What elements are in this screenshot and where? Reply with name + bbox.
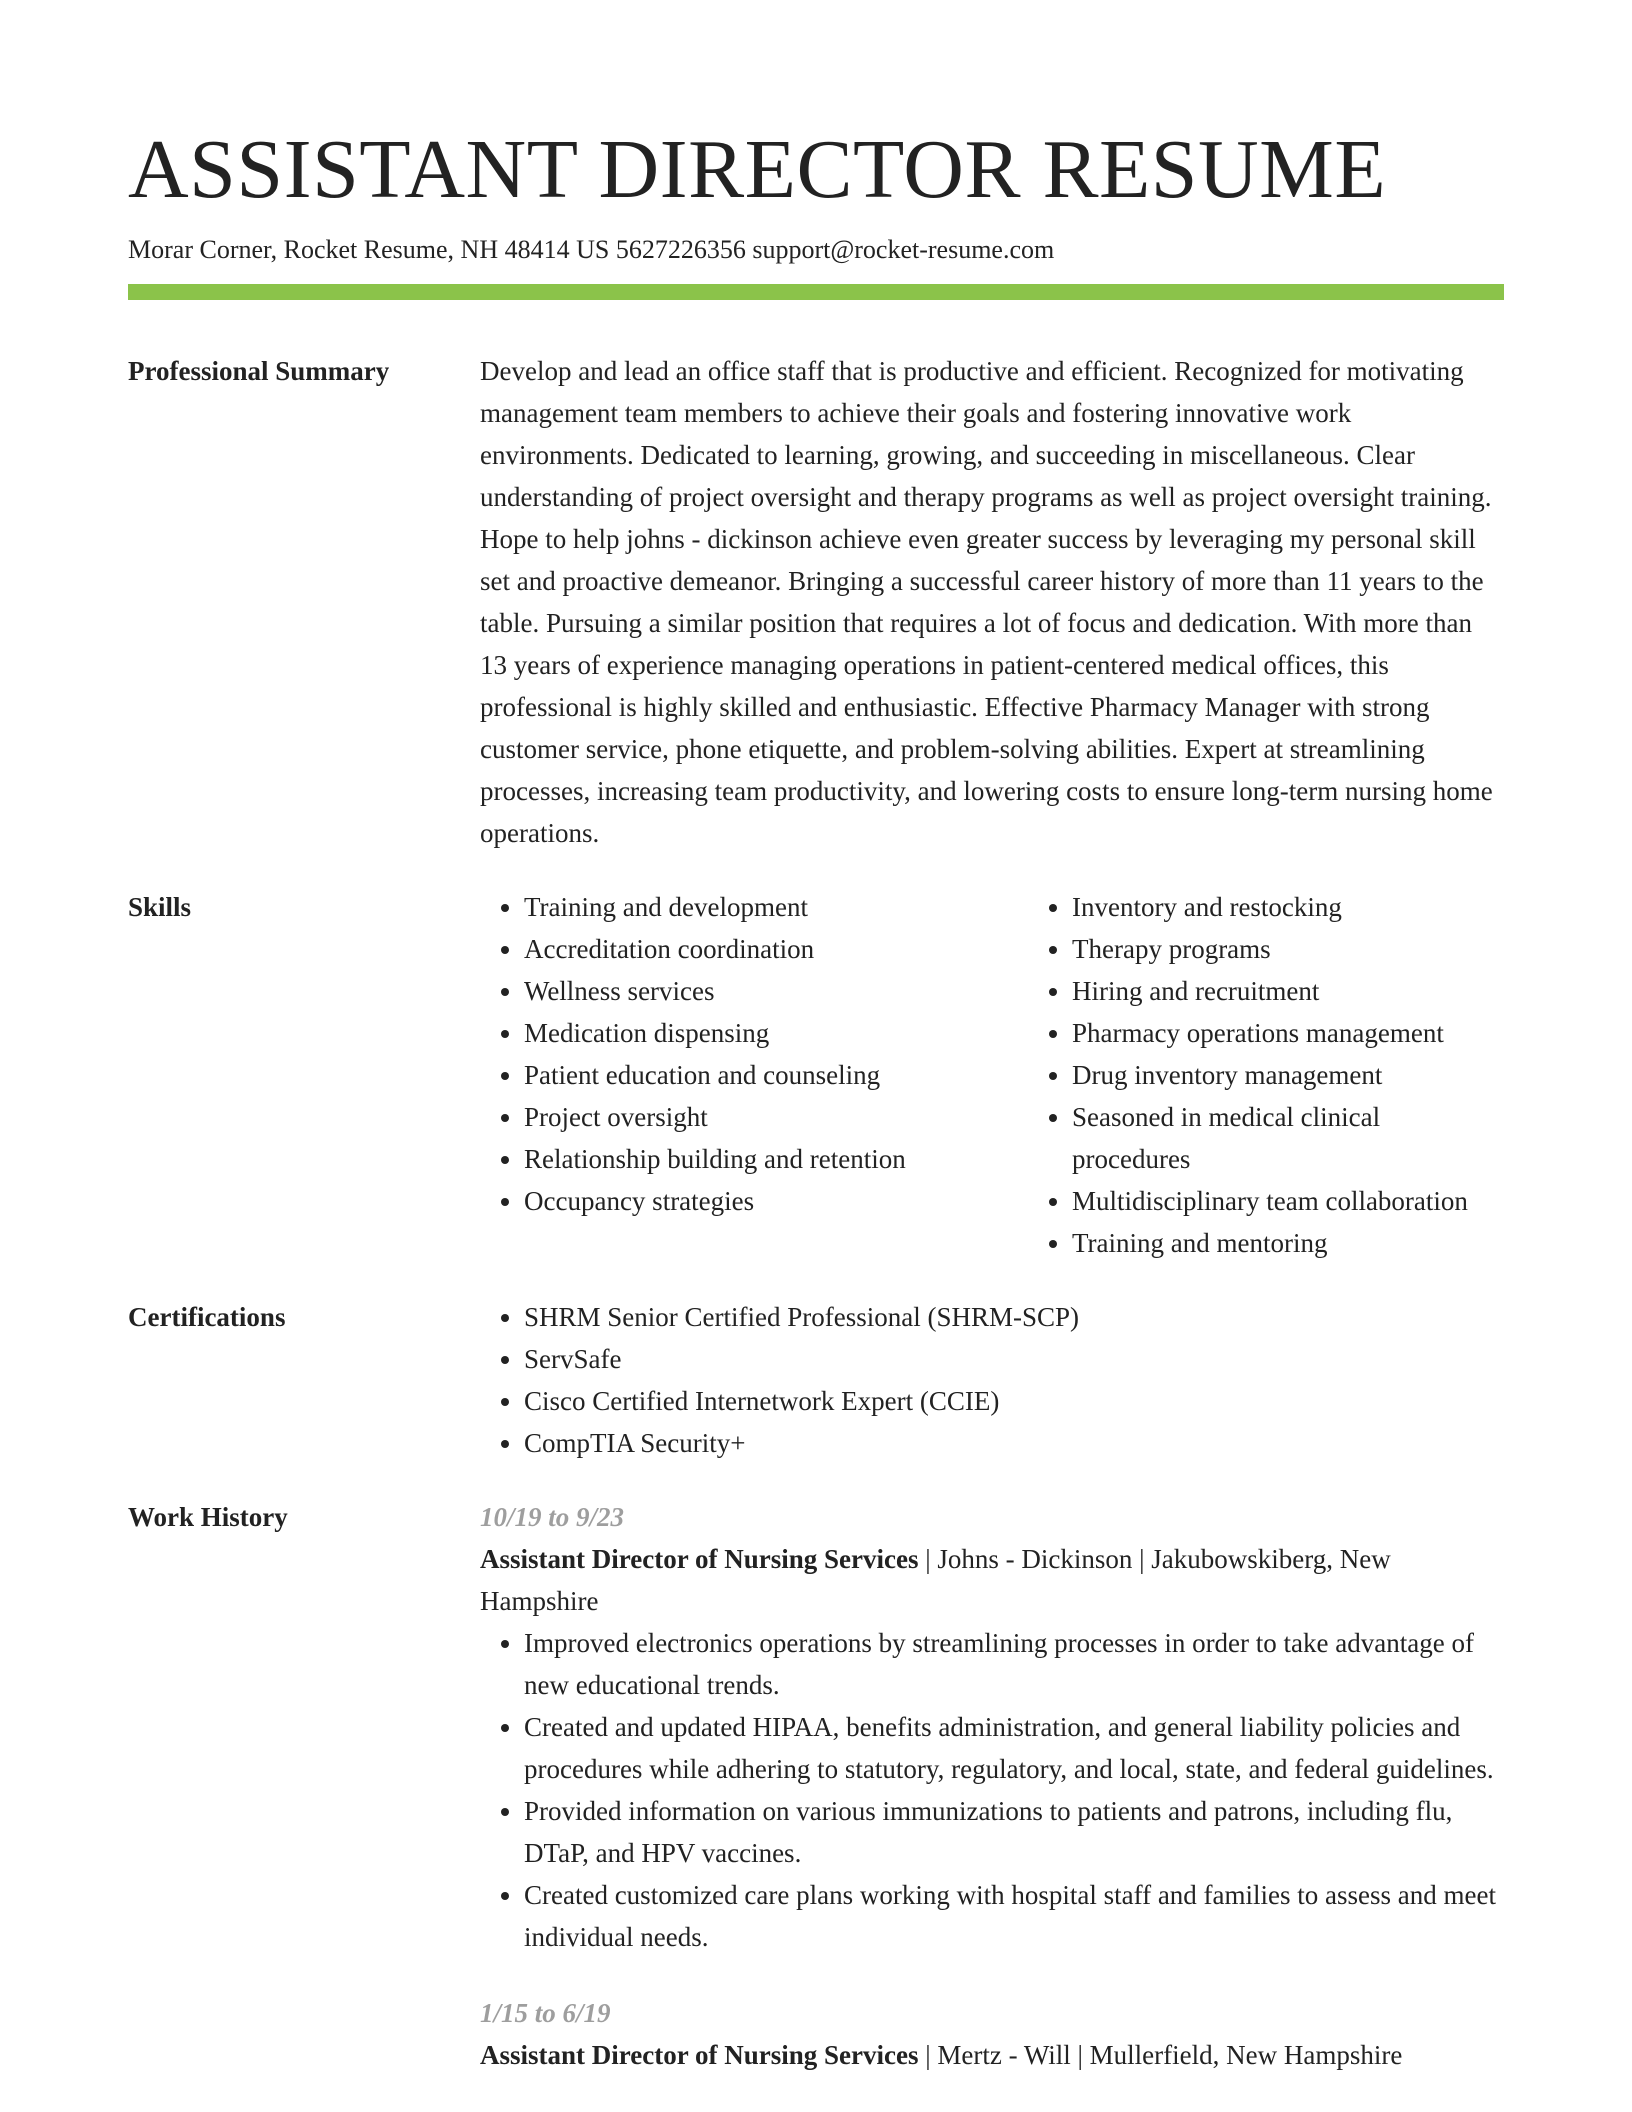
job-details: | Mertz - Will | Mullerfield, New Hampshire bbox=[918, 2040, 1403, 2070]
header-divider bbox=[128, 284, 1504, 300]
certification-item: • CompTIA Security+ bbox=[524, 1422, 1504, 1464]
job-title: Assistant Director of Nursing Services bbox=[480, 1544, 919, 1574]
skill-item: • Patient education and counseling bbox=[524, 1054, 1028, 1096]
skills-list-right bbox=[1028, 886, 1504, 1264]
work-history-body bbox=[480, 1496, 1504, 2076]
certifications-list bbox=[480, 1296, 1504, 1464]
skill-item: • Seasoned in medical clinical procedures bbox=[1072, 1096, 1504, 1180]
section-label-skills: Skills bbox=[128, 892, 192, 922]
certification-item: • ServSafe bbox=[524, 1338, 1504, 1380]
skill-item: • Inventory and restocking bbox=[1072, 886, 1504, 928]
job-bullets bbox=[480, 1622, 1504, 1958]
skill-item: • Therapy programs bbox=[1072, 928, 1504, 970]
certifications-body bbox=[480, 1296, 1504, 1464]
job-details: | Johns - Dickinson | Jakubowskiberg, New Hampshire bbox=[480, 1544, 1391, 1616]
certification-item: • SHRM Senior Certified Professional (SHRM-SCP) bbox=[524, 1296, 1504, 1338]
skills-section bbox=[128, 886, 1504, 1264]
section-label-work-history: Work History bbox=[128, 1502, 288, 1532]
job-dates: 10/19 to 9/23 bbox=[480, 1502, 625, 1532]
skill-item: • Accreditation coordination bbox=[524, 928, 1028, 970]
job-title: Assistant Director of Nursing Services bbox=[480, 2040, 919, 2070]
skill-item: • Pharmacy operations management bbox=[1072, 1012, 1504, 1054]
skill-item: • Occupancy strategies bbox=[524, 1180, 1028, 1222]
skills-list-left bbox=[480, 886, 1028, 1264]
job-entry bbox=[480, 1496, 1504, 1958]
skill-item: • Medication dispensing bbox=[524, 1012, 1028, 1054]
job-heading bbox=[480, 2034, 1504, 2076]
skill-item: • Hiring and recruitment bbox=[1072, 970, 1504, 1012]
job-dates: 1/15 to 6/19 bbox=[480, 1998, 611, 2028]
contact-line: Morar Corner, Rocket Resume, NH 48414 US 5627226356 support@rocket-resume.com bbox=[128, 235, 1055, 264]
job-entry bbox=[480, 1992, 1504, 2076]
section-label-certifications: Certifications bbox=[128, 1302, 286, 1332]
certifications-section bbox=[128, 1296, 1504, 1464]
job-heading bbox=[480, 1538, 1504, 1622]
skill-item: • Training and development bbox=[524, 886, 1028, 928]
skill-item: • Relationship building and retention bbox=[524, 1138, 1028, 1180]
job-bullet: • Improved electronics operations by streamlining processes in order to take advantage of new educational trends. bbox=[524, 1622, 1504, 1706]
resume-page bbox=[128, 118, 1504, 2076]
job-bullet: • Provided information on various immunizations to patients and patrons, including flu, DTaP, and HPV vaccines. bbox=[524, 1790, 1504, 1874]
professional-summary-section bbox=[128, 350, 1504, 854]
work-history-section bbox=[128, 1496, 1504, 2076]
skill-item: • Project oversight bbox=[524, 1096, 1028, 1138]
summary-text: Develop and lead an office staff that is productive and efficient. Recognized for motivating management team members to achieve their goals and fostering innovative work environments. Dedicated to learning, growing, and succeeding in miscellaneous. Clear understanding of project oversight and therapy programs as well as project oversight training. Hope to help johns - dickinson achieve even greater success by leveraging my personal skill set and proactive demeanor. Bringing a successful career history of more than 11 years to the table. Pursuing a similar position that requires a lot of focus and dedication. With more than 13 years of experience managing operations in patient-centered medical offices, this professional is highly skilled and enthusiastic. Effective Pharmacy Manager with strong customer service, phone etiquette, and problem-solving abilities. Expert at streamlining processes, increasing team productivity, and lowering costs to ensure long-term nursing home operations. bbox=[480, 356, 1493, 848]
skill-item: • Training and mentoring bbox=[1072, 1222, 1504, 1264]
skill-item: • Drug inventory management bbox=[1072, 1054, 1504, 1096]
skill-item: • Wellness services bbox=[524, 970, 1028, 1012]
job-bullet: • Created customized care plans working with hospital staff and families to assess and meet individual needs. bbox=[524, 1874, 1504, 1958]
skill-item: • Multidisciplinary team collaboration bbox=[1072, 1180, 1504, 1222]
skills-columns bbox=[480, 886, 1504, 1264]
certification-item: • Cisco Certified Internetwork Expert (CCIE) bbox=[524, 1380, 1504, 1422]
section-label-summary: Professional Summary bbox=[128, 356, 390, 386]
job-bullet: • Created and updated HIPAA, benefits administration, and general liability policies and procedures while adhering to statutory, regulatory, and local, state, and federal guidelines. bbox=[524, 1706, 1504, 1790]
resume-title: ASSISTANT DIRECTOR RESUME bbox=[128, 123, 1387, 216]
